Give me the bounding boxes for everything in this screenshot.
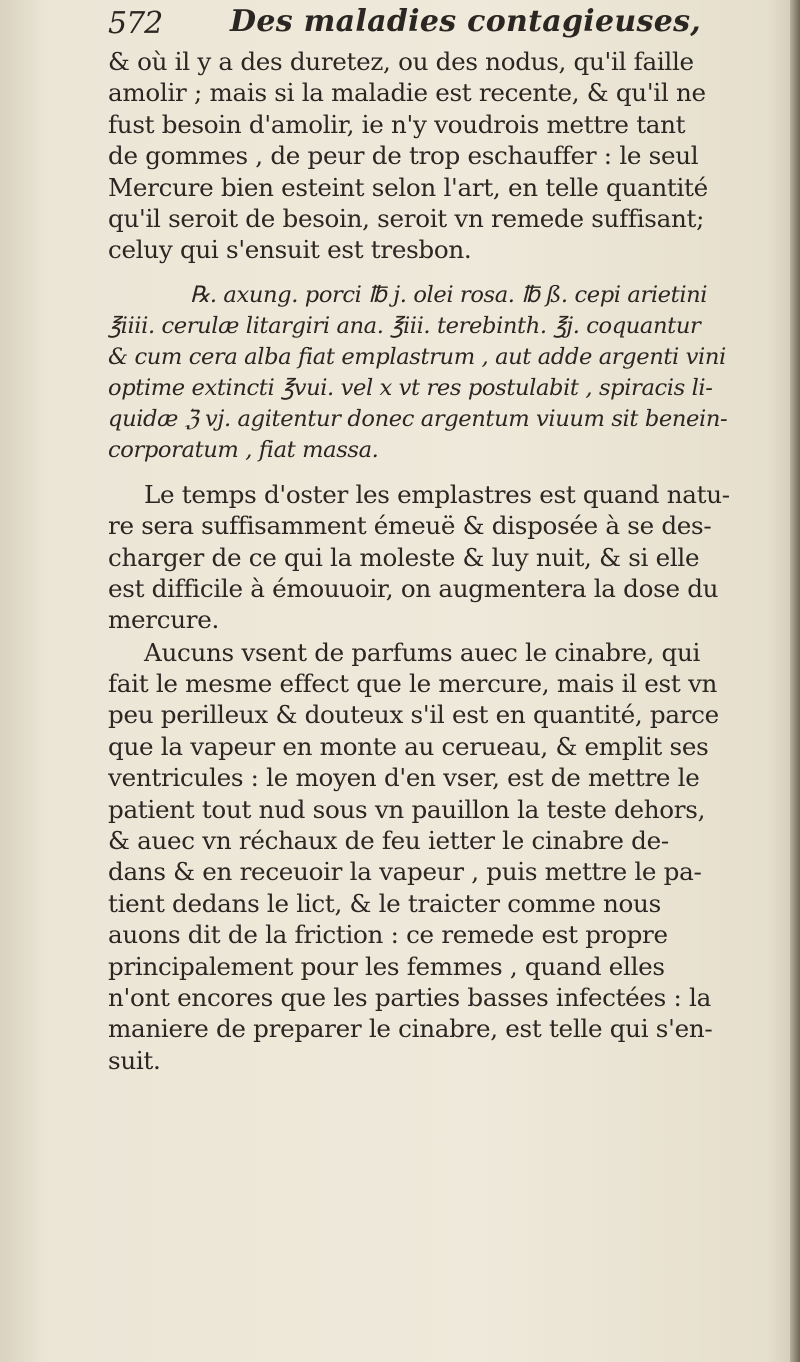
text-line: n'ont encores que les parties basses infectées : la xyxy=(108,982,711,1012)
text-line: ventricules : le moyen d'en vser, est de mettre le xyxy=(108,763,700,793)
paragraph-intro xyxy=(108,46,786,266)
recipe-line: quidæ ℨ vj. agitentur donec argentum viuum sit benein- xyxy=(108,405,728,432)
paragraph-cinabre xyxy=(108,637,786,1076)
text-line: charger de ce qui la moleste & luy nuit, & si elle xyxy=(108,542,700,572)
text-line: amolir ; mais si la maladie est recente, & qu'il ne xyxy=(108,78,706,108)
text-line: Le temps d'oster les emplastres est quand natu- xyxy=(144,479,730,509)
text-line: est difficile à émouuoir, on augmentera la dose du xyxy=(108,573,719,603)
text-line: & auec vn réchaux de feu ietter le cinabre de- xyxy=(108,826,669,856)
text-line: mercure. xyxy=(108,605,219,635)
text-line: maniere de preparer le cinabre, est telle qui s'en- xyxy=(108,1014,713,1044)
recipe-line: corporatum , fiat massa. xyxy=(108,436,379,463)
text-line: peu perilleux & douteux s'il est en quantité, parce xyxy=(108,700,719,730)
recipe-line: ℥iiii. cerulæ litargiri ana. ℥iii. terebinth. ℥j. coquantur xyxy=(108,312,701,339)
page-edge-shadow xyxy=(790,0,800,1362)
recipe-line: & cum cera alba fiat emplastrum , aut adde argenti vini xyxy=(108,343,726,370)
text-line: & où il y a des duretez, ou des nodus, qu'il faille xyxy=(108,47,694,76)
page-number: 572 xyxy=(108,6,163,41)
text-line: tient dedans le lict, & le traicter comme nous xyxy=(108,888,661,918)
text-line: que la vapeur en monte au cerueau, & emplit ses xyxy=(108,731,709,761)
text-line: Mercure bien esteint selon l'art, en telle quantité xyxy=(108,172,708,202)
text-line: principalement pour les femmes , quand elles xyxy=(108,951,665,981)
recipe-line: ℞. axung. porci ℔ j. olei rosa. ℔ ß. cepi arietini xyxy=(190,281,708,308)
text-line: fust besoin d'amolir, ie n'y voudrois mettre tant xyxy=(108,109,686,139)
paragraph-emplastres xyxy=(108,479,786,636)
text-line: fait le mesme effect que le mercure, mais il est vn xyxy=(108,669,718,699)
text-line: celuy qui s'ensuit est tresbon. xyxy=(108,235,472,265)
text-line: Aucuns vsent de parfums auec le cinabre, qui xyxy=(144,637,701,667)
running-title: Des maladies contagieuses, xyxy=(230,4,702,39)
text-line: auons dit de la friction : ce remede est propre xyxy=(108,920,668,950)
text-block xyxy=(108,46,786,1076)
text-line: dans & en receuoir la vapeur , puis mettre le pa- xyxy=(108,857,702,887)
text-line: re sera suffisamment émeuë & disposée à se des- xyxy=(108,511,712,541)
text-line: de gommes , de peur de trop eschauffer : le seul xyxy=(108,141,699,171)
text-line: qu'il seroit de besoin, seroit vn remede suffisant; xyxy=(108,203,705,233)
recipe-line: optime extincti ℥vui. vel x vt res postulabit , spiracis li- xyxy=(108,374,713,401)
text-line: patient tout nud sous vn pauillon la teste dehors, xyxy=(108,794,706,824)
page-header xyxy=(108,0,778,48)
text-line: suit. xyxy=(108,1045,161,1075)
recipe-paragraph xyxy=(108,280,786,466)
